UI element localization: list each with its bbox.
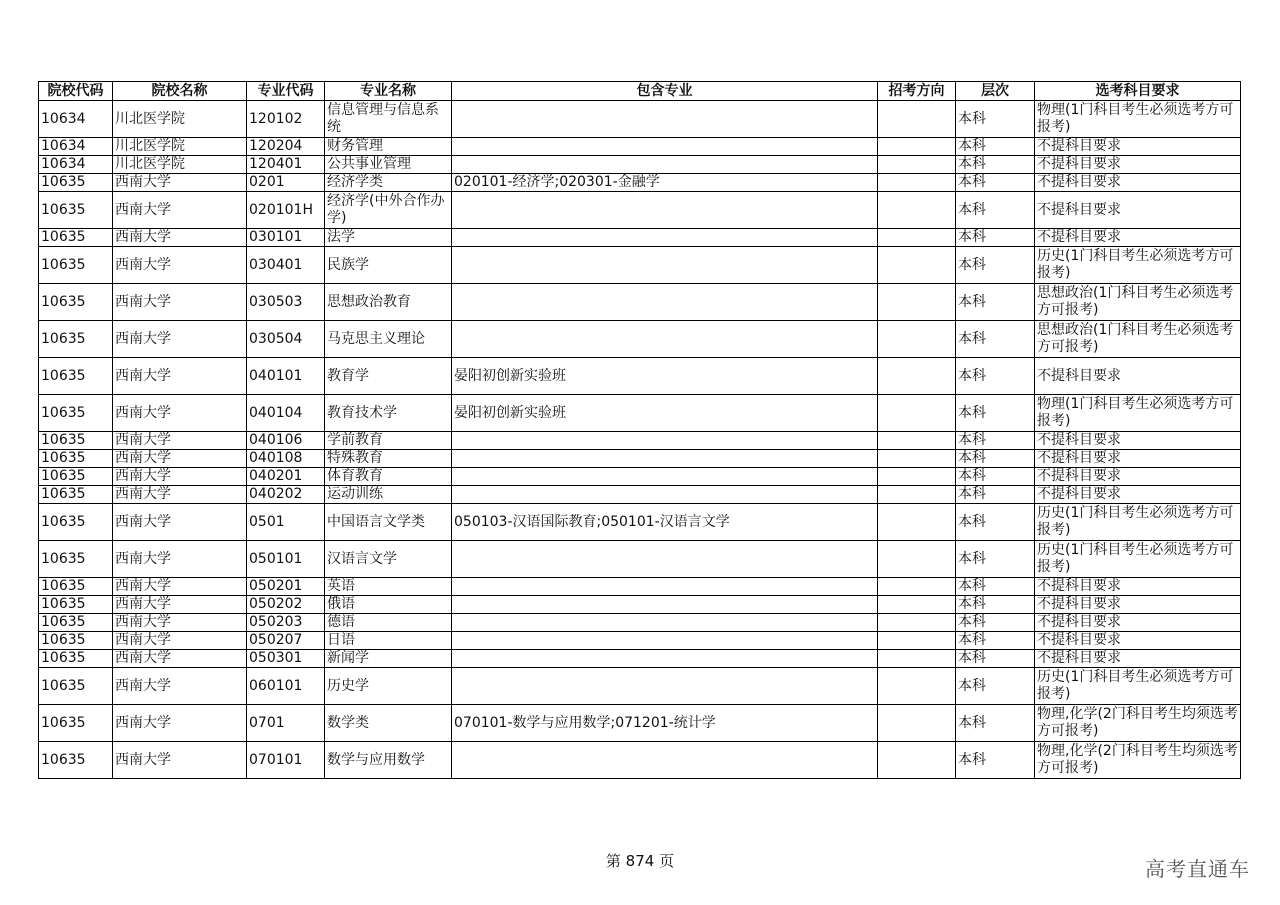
cell-school-code: 10635 [39, 705, 113, 742]
cell-direction [878, 650, 956, 668]
header-major-name: 专业名称 [325, 82, 452, 101]
cell-subject-requirement: 不提科目要求 [1035, 229, 1241, 247]
cell-major-name: 法学 [325, 229, 452, 247]
cell-level: 本科 [956, 705, 1035, 742]
cell-direction [878, 614, 956, 632]
cell-level: 本科 [956, 432, 1035, 450]
table-row [39, 668, 1241, 705]
header-school-code: 院校代码 [39, 82, 113, 101]
cell-subject-requirement: 历史(1门科目考生必须选考方可报考) [1035, 541, 1241, 578]
cell-level: 本科 [956, 358, 1035, 395]
cell-major-code: 040104 [247, 395, 325, 432]
table-row [39, 229, 1241, 247]
cell-school-code: 10635 [39, 668, 113, 705]
cell-included-majors [452, 578, 878, 596]
cell-major-name: 马克思主义理论 [325, 321, 452, 358]
cell-direction [878, 450, 956, 468]
cell-major-name: 教育技术学 [325, 395, 452, 432]
cell-major-code: 050202 [247, 596, 325, 614]
cell-subject-requirement: 历史(1门科目考生必须选考方可报考) [1035, 247, 1241, 284]
cell-subject-requirement: 历史(1门科目考生必须选考方可报考) [1035, 504, 1241, 541]
cell-school-code: 10635 [39, 504, 113, 541]
cell-major-name: 体育教育 [325, 468, 452, 486]
table-row [39, 596, 1241, 614]
table-row [39, 247, 1241, 284]
cell-included-majors [452, 284, 878, 321]
cell-subject-requirement: 不提科目要求 [1035, 486, 1241, 504]
cell-major-name: 经济学类 [325, 174, 452, 192]
cell-level: 本科 [956, 247, 1035, 284]
table-row [39, 174, 1241, 192]
table-row [39, 138, 1241, 156]
cell-school-code: 10635 [39, 578, 113, 596]
cell-included-majors [452, 486, 878, 504]
cell-school-code: 10634 [39, 101, 113, 138]
table-row [39, 192, 1241, 229]
table-row [39, 632, 1241, 650]
cell-direction [878, 174, 956, 192]
cell-school-code: 10635 [39, 174, 113, 192]
cell-level: 本科 [956, 101, 1035, 138]
cell-direction [878, 632, 956, 650]
cell-level: 本科 [956, 468, 1035, 486]
cell-direction [878, 229, 956, 247]
cell-direction [878, 138, 956, 156]
watermark: 高考直通车 [1145, 857, 1250, 881]
table-row [39, 486, 1241, 504]
cell-direction [878, 101, 956, 138]
cell-major-code: 050203 [247, 614, 325, 632]
cell-subject-requirement: 不提科目要求 [1035, 138, 1241, 156]
cell-subject-requirement: 物理,化学(2门科目考生均须选考方可报考) [1035, 705, 1241, 742]
cell-included-majors: 晏阳初创新实验班 [452, 395, 878, 432]
cell-school-code: 10635 [39, 468, 113, 486]
cell-subject-requirement: 不提科目要求 [1035, 614, 1241, 632]
cell-direction [878, 668, 956, 705]
cell-direction [878, 468, 956, 486]
cell-school-name: 西南大学 [113, 395, 247, 432]
cell-level: 本科 [956, 504, 1035, 541]
cell-subject-requirement: 不提科目要求 [1035, 596, 1241, 614]
cell-included-majors [452, 668, 878, 705]
cell-major-name: 教育学 [325, 358, 452, 395]
cell-direction [878, 247, 956, 284]
cell-major-name: 学前教育 [325, 432, 452, 450]
cell-included-majors [452, 614, 878, 632]
cell-subject-requirement: 不提科目要求 [1035, 174, 1241, 192]
cell-direction [878, 156, 956, 174]
cell-major-code: 040106 [247, 432, 325, 450]
cell-school-name: 西南大学 [113, 174, 247, 192]
cell-major-code: 030401 [247, 247, 325, 284]
cell-school-name: 西南大学 [113, 504, 247, 541]
cell-school-name: 西南大学 [113, 247, 247, 284]
cell-school-name: 西南大学 [113, 578, 247, 596]
cell-school-name: 西南大学 [113, 468, 247, 486]
table-row [39, 504, 1241, 541]
cell-major-code: 050301 [247, 650, 325, 668]
cell-major-name: 历史学 [325, 668, 452, 705]
cell-included-majors [452, 450, 878, 468]
cell-level: 本科 [956, 668, 1035, 705]
table-row [39, 742, 1241, 779]
cell-major-code: 120401 [247, 156, 325, 174]
cell-level: 本科 [956, 284, 1035, 321]
cell-direction [878, 284, 956, 321]
cell-direction [878, 432, 956, 450]
cell-major-name: 财务管理 [325, 138, 452, 156]
cell-level: 本科 [956, 395, 1035, 432]
cell-subject-requirement: 不提科目要求 [1035, 450, 1241, 468]
cell-level: 本科 [956, 138, 1035, 156]
cell-included-majors [452, 468, 878, 486]
cell-included-majors: 020101-经济学;020301-金融学 [452, 174, 878, 192]
cell-direction [878, 504, 956, 541]
cell-level: 本科 [956, 742, 1035, 779]
cell-included-majors [452, 632, 878, 650]
cell-subject-requirement: 不提科目要求 [1035, 156, 1241, 174]
cell-school-code: 10635 [39, 486, 113, 504]
cell-included-majors [452, 541, 878, 578]
cell-school-code: 10635 [39, 432, 113, 450]
cell-subject-requirement: 不提科目要求 [1035, 432, 1241, 450]
cell-major-name: 英语 [325, 578, 452, 596]
cell-direction [878, 486, 956, 504]
cell-included-majors [452, 596, 878, 614]
cell-major-name: 数学类 [325, 705, 452, 742]
cell-school-name: 西南大学 [113, 632, 247, 650]
cell-subject-requirement: 思想政治(1门科目考生必须选考方可报考) [1035, 321, 1241, 358]
cell-major-name: 特殊教育 [325, 450, 452, 468]
cell-subject-requirement: 不提科目要求 [1035, 632, 1241, 650]
cell-included-majors: 050103-汉语国际教育;050101-汉语言文学 [452, 504, 878, 541]
table-row [39, 705, 1241, 742]
cell-school-name: 西南大学 [113, 486, 247, 504]
cell-direction [878, 578, 956, 596]
header-row [39, 82, 1241, 101]
cell-major-code: 020101H [247, 192, 325, 229]
cell-major-name: 俄语 [325, 596, 452, 614]
cell-subject-requirement: 不提科目要求 [1035, 650, 1241, 668]
cell-level: 本科 [956, 541, 1035, 578]
cell-major-code: 040201 [247, 468, 325, 486]
table-row [39, 284, 1241, 321]
table-row [39, 650, 1241, 668]
table-row [39, 432, 1241, 450]
cell-school-name: 西南大学 [113, 596, 247, 614]
cell-level: 本科 [956, 192, 1035, 229]
cell-included-majors [452, 138, 878, 156]
cell-school-code: 10635 [39, 192, 113, 229]
header-included-majors: 包含专业 [452, 82, 878, 101]
cell-school-name: 川北医学院 [113, 138, 247, 156]
cell-school-name: 西南大学 [113, 742, 247, 779]
header-direction: 招考方向 [878, 82, 956, 101]
cell-major-code: 030504 [247, 321, 325, 358]
cell-included-majors [452, 247, 878, 284]
cell-subject-requirement: 物理(1门科目考生必须选考方可报考) [1035, 395, 1241, 432]
cell-major-name: 运动训练 [325, 486, 452, 504]
cell-level: 本科 [956, 486, 1035, 504]
page-number: 第 874 页 [605, 852, 675, 870]
cell-level: 本科 [956, 650, 1035, 668]
table-row [39, 358, 1241, 395]
cell-included-majors [452, 192, 878, 229]
cell-major-name: 经济学(中外合作办学) [325, 192, 452, 229]
cell-included-majors [452, 742, 878, 779]
cell-school-name: 西南大学 [113, 450, 247, 468]
cell-major-name: 数学与应用数学 [325, 742, 452, 779]
cell-school-code: 10634 [39, 138, 113, 156]
table-body [39, 101, 1241, 779]
cell-major-code: 0501 [247, 504, 325, 541]
cell-included-majors [452, 321, 878, 358]
cell-subject-requirement: 物理(1门科目考生必须选考方可报考) [1035, 101, 1241, 138]
cell-subject-requirement: 思想政治(1门科目考生必须选考方可报考) [1035, 284, 1241, 321]
cell-school-code: 10635 [39, 450, 113, 468]
cell-major-code: 0201 [247, 174, 325, 192]
cell-level: 本科 [956, 578, 1035, 596]
cell-included-majors [452, 432, 878, 450]
cell-direction [878, 541, 956, 578]
header-school-name: 院校名称 [113, 82, 247, 101]
cell-subject-requirement: 不提科目要求 [1035, 192, 1241, 229]
cell-direction [878, 192, 956, 229]
cell-school-name: 西南大学 [113, 650, 247, 668]
cell-school-name: 西南大学 [113, 432, 247, 450]
cell-school-name: 西南大学 [113, 192, 247, 229]
cell-level: 本科 [956, 174, 1035, 192]
cell-school-code: 10635 [39, 650, 113, 668]
admission-table [38, 81, 1241, 779]
table-row [39, 321, 1241, 358]
cell-school-code: 10635 [39, 247, 113, 284]
cell-school-name: 西南大学 [113, 705, 247, 742]
cell-included-majors: 晏阳初创新实验班 [452, 358, 878, 395]
cell-school-name: 西南大学 [113, 541, 247, 578]
cell-school-code: 10635 [39, 229, 113, 247]
cell-school-code: 10635 [39, 321, 113, 358]
cell-school-name: 西南大学 [113, 284, 247, 321]
cell-included-majors [452, 101, 878, 138]
cell-subject-requirement: 不提科目要求 [1035, 468, 1241, 486]
cell-school-code: 10635 [39, 284, 113, 321]
cell-direction [878, 321, 956, 358]
header-level: 层次 [956, 82, 1035, 101]
table-row [39, 578, 1241, 596]
cell-level: 本科 [956, 156, 1035, 174]
cell-direction [878, 596, 956, 614]
cell-level: 本科 [956, 450, 1035, 468]
table-row [39, 541, 1241, 578]
cell-major-code: 050201 [247, 578, 325, 596]
cell-included-majors: 070101-数学与应用数学;071201-统计学 [452, 705, 878, 742]
cell-major-name: 日语 [325, 632, 452, 650]
cell-subject-requirement: 不提科目要求 [1035, 578, 1241, 596]
cell-major-code: 120204 [247, 138, 325, 156]
cell-school-name: 西南大学 [113, 321, 247, 358]
cell-school-name: 西南大学 [113, 358, 247, 395]
cell-subject-requirement: 不提科目要求 [1035, 358, 1241, 395]
cell-level: 本科 [956, 596, 1035, 614]
cell-level: 本科 [956, 321, 1035, 358]
cell-major-code: 050101 [247, 541, 325, 578]
cell-major-code: 040101 [247, 358, 325, 395]
cell-subject-requirement: 历史(1门科目考生必须选考方可报考) [1035, 668, 1241, 705]
cell-school-code: 10634 [39, 156, 113, 174]
table-row [39, 395, 1241, 432]
cell-major-name: 思想政治教育 [325, 284, 452, 321]
table-row [39, 468, 1241, 486]
cell-major-code: 030101 [247, 229, 325, 247]
cell-direction [878, 742, 956, 779]
cell-major-code: 030503 [247, 284, 325, 321]
cell-school-code: 10635 [39, 541, 113, 578]
table-row [39, 450, 1241, 468]
cell-school-name: 川北医学院 [113, 156, 247, 174]
table-row [39, 101, 1241, 138]
cell-direction [878, 358, 956, 395]
header-subject-requirement: 选考科目要求 [1035, 82, 1241, 101]
cell-included-majors [452, 156, 878, 174]
cell-major-code: 120102 [247, 101, 325, 138]
cell-major-code: 050207 [247, 632, 325, 650]
cell-major-name: 信息管理与信息系统 [325, 101, 452, 138]
cell-included-majors [452, 229, 878, 247]
cell-direction [878, 705, 956, 742]
cell-level: 本科 [956, 632, 1035, 650]
cell-major-name: 民族学 [325, 247, 452, 284]
cell-level: 本科 [956, 229, 1035, 247]
cell-school-name: 西南大学 [113, 614, 247, 632]
cell-school-name: 川北医学院 [113, 101, 247, 138]
cell-school-code: 10635 [39, 614, 113, 632]
cell-major-name: 新闻学 [325, 650, 452, 668]
cell-school-code: 10635 [39, 395, 113, 432]
cell-major-name: 中国语言文学类 [325, 504, 452, 541]
cell-school-code: 10635 [39, 742, 113, 779]
cell-major-name: 德语 [325, 614, 452, 632]
cell-school-code: 10635 [39, 596, 113, 614]
cell-school-name: 西南大学 [113, 668, 247, 705]
cell-major-name: 公共事业管理 [325, 156, 452, 174]
cell-major-code: 060101 [247, 668, 325, 705]
cell-school-code: 10635 [39, 632, 113, 650]
cell-school-code: 10635 [39, 358, 113, 395]
header-major-code: 专业代码 [247, 82, 325, 101]
table-row [39, 156, 1241, 174]
cell-level: 本科 [956, 614, 1035, 632]
cell-included-majors [452, 650, 878, 668]
table-row [39, 614, 1241, 632]
cell-major-code: 070101 [247, 742, 325, 779]
cell-direction [878, 395, 956, 432]
cell-major-code: 040202 [247, 486, 325, 504]
cell-major-code: 0701 [247, 705, 325, 742]
cell-major-code: 040108 [247, 450, 325, 468]
cell-major-name: 汉语言文学 [325, 541, 452, 578]
cell-school-name: 西南大学 [113, 229, 247, 247]
cell-subject-requirement: 物理,化学(2门科目考生均须选考方可报考) [1035, 742, 1241, 779]
